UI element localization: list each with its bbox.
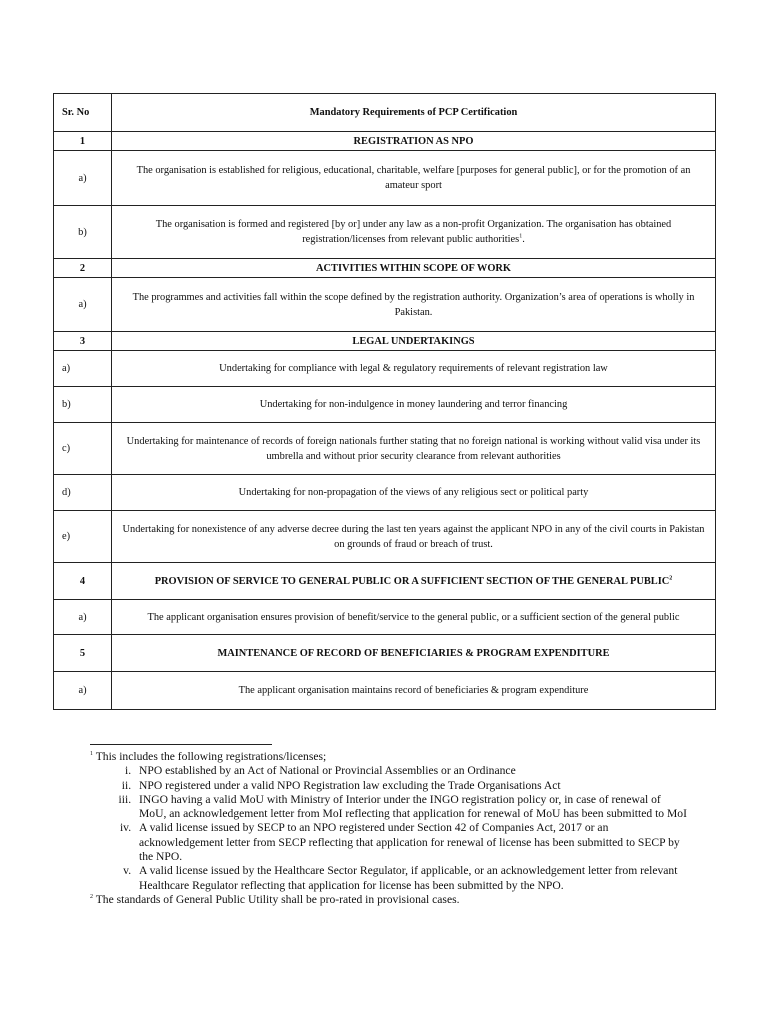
footnote-list-item: ii. NPO registered under a valid NPO Registration law excluding the Trade Organisations Act: [134, 779, 690, 793]
section-number: 3: [54, 332, 112, 351]
footnote-separator: [90, 744, 272, 745]
requirement-row: [54, 475, 716, 511]
item-label: e): [54, 511, 112, 563]
item-text: Undertaking for non-indulgence in money laundering and terror financing: [112, 387, 716, 423]
requirement-row: [54, 600, 716, 635]
footnote-list-item: v. A valid license issued by the Healthcare Sector Regulator, if applicable, or an acknowledgement letter from relevant Healthcare Regulator reflecting that application for license has been submitted by the NPO.: [134, 864, 690, 893]
requirement-row: [54, 206, 716, 259]
footnote-1-intro: $^1$ This includes the following registrations/licenses;: [90, 750, 327, 763]
item-label: a): [54, 672, 112, 710]
section-number: 2: [54, 259, 112, 278]
requirement-row: [54, 387, 716, 423]
section-row: [54, 332, 716, 351]
footnote-2-mark: 2: [90, 894, 93, 901]
table-header-row: [54, 94, 716, 132]
section-number: 1: [54, 132, 112, 151]
item-label: a): [54, 278, 112, 332]
section-title: REGISTRATION AS NPO: [112, 132, 716, 151]
item-text: Undertaking for non-propagation of the views of any religious sect or political party: [112, 475, 716, 511]
section-row: [54, 132, 716, 151]
section-row: [54, 259, 716, 278]
requirement-row: [54, 151, 716, 206]
section-title: LEGAL UNDERTAKINGS: [112, 332, 716, 351]
requirement-row: [54, 672, 716, 710]
footnote-1-list: [90, 764, 690, 893]
item-text: The programmes and activities fall within the scope defined by the registration authority. Organization’s area of operations is wholly in Pakistan.: [112, 278, 716, 332]
section-number: 5: [54, 635, 112, 672]
item-text: Undertaking for compliance with legal & regulatory requirements of relevant registration law: [112, 351, 716, 387]
item-label: c): [54, 423, 112, 475]
footnote-ref: 2: [669, 575, 673, 582]
item-label: b): [54, 387, 112, 423]
header-requirements: Mandatory Requirements of PCP Certification: [112, 94, 716, 132]
item-text: The applicant organisation ensures provision of benefit/service to the general public, or a sufficient section of the general public: [112, 600, 716, 635]
item-text: Undertaking for nonexistence of any adverse decree during the last ten years against the applicant NPO in any of the civil courts in Pakistan on grounds of fraud or breach of trust.: [112, 511, 716, 563]
item-text: Undertaking for maintenance of records of foreign nationals further stating that no foreign national is working without valid visa under its umbrella and without prior security clearance from relevant authorities: [112, 423, 716, 475]
requirement-row: [54, 511, 716, 563]
footnote-list-item: i. NPO established by an Act of National or Provincial Assemblies or an Ordinance: [134, 764, 690, 778]
item-label: d): [54, 475, 112, 511]
section-row: [54, 635, 716, 672]
section-title: ACTIVITIES WITHIN SCOPE OF WORK: [112, 259, 716, 278]
item-label: a): [54, 151, 112, 206]
requirements-table: [53, 93, 716, 710]
requirement-row: [54, 351, 716, 387]
section-number: 4: [54, 563, 112, 600]
item-label: a): [54, 600, 112, 635]
footnote-ref: 1: [519, 233, 523, 240]
requirement-row: [54, 423, 716, 475]
footnote-2: $^2$ The standards of General Public Utility shall be pro-rated in provisional cases.: [90, 892, 460, 906]
footnote-list-item: iii. INGO having a valid MoU with Ministry of Interior under the INGO registration policy or, in case of renewal of MoU, an acknowledgement letter from MoI reflecting that application for renewal of MoU has been submitted to MoI: [134, 793, 690, 822]
item-text: The organisation is formed and registered [by or] under any law as a non-profit Organization. The organisation has obtained registration/licenses from relevant public authorities$^1$.: [112, 206, 716, 259]
requirement-row: [54, 278, 716, 332]
header-sr-no: Sr. No: [54, 94, 112, 132]
section-title: MAINTENANCE OF RECORD OF BENEFICIARIES & PROGRAM EXPENDITURE: [112, 635, 716, 672]
footnote-1-mark: 1: [90, 751, 93, 758]
section-title: PROVISION OF SERVICE TO GENERAL PUBLIC OR A SUFFICIENT SECTION OF THE GENERAL PUBLIC$^2$: [112, 563, 716, 600]
item-text: The applicant organisation maintains record of beneficiaries & program expenditure: [112, 672, 716, 710]
item-label: b): [54, 206, 112, 259]
section-row: [54, 563, 716, 600]
footnotes: [90, 750, 690, 907]
item-text: The organisation is established for religious, educational, charitable, welfare [purposes for general public], or for the promotion of an amateur sport: [112, 151, 716, 206]
footnote-list-item: iv. A valid license issued by SECP to an NPO registered under Section 42 of Companies Act, 2017 or an acknowledgement letter from SECP reflecting that application for renewal of license has been submitted to SECP by the NPO.: [134, 821, 690, 864]
item-label: a): [54, 351, 112, 387]
